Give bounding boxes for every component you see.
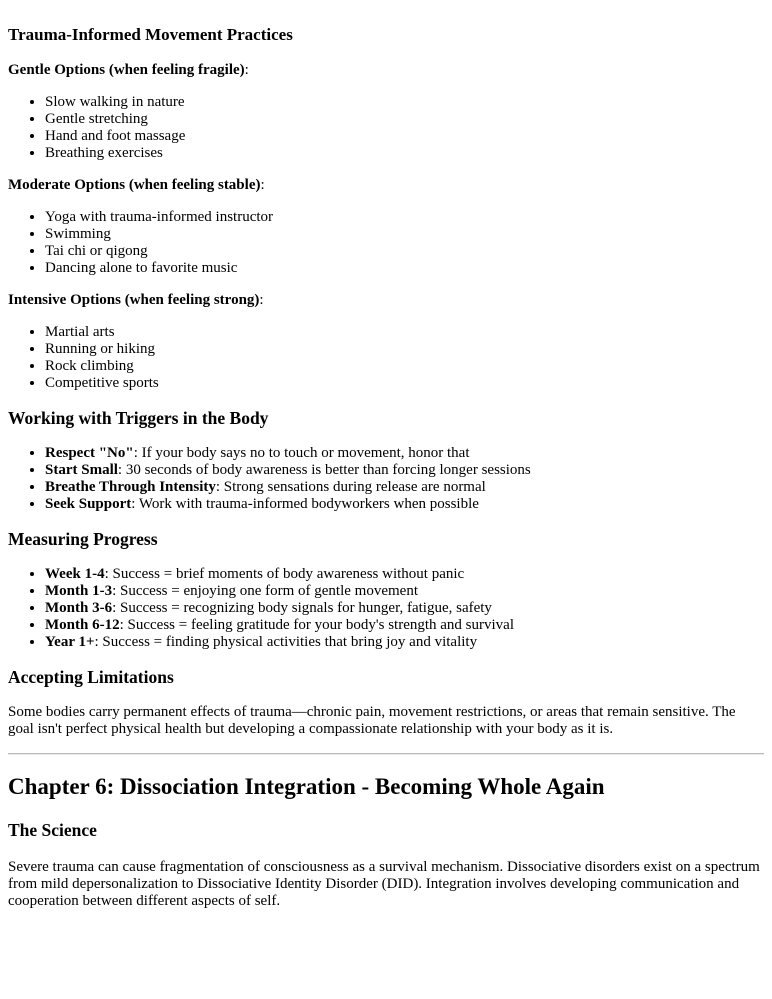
intensive-options-term: Intensive Options (when feeling strong) (8, 292, 260, 308)
science-paragraph: Severe trauma can cause fragmentation of consciousness as a survival mechanism. Dissociative disorders exist on a spectrum from mild depersonalization to Dissociative Identity Disorder (DID). Integration involves developing communication and cooperation between different aspects of self. (8, 859, 760, 909)
moderate-options-list (8, 209, 764, 277)
list-item-text: : If your body says no to touch or movement, honor that (133, 445, 470, 461)
list-item: • Tai chi or qigong (45, 243, 764, 260)
movement-heading: Trauma-Informed Movement Practices (8, 25, 293, 44)
list-item: • Rock climbing (45, 358, 764, 375)
intensive-options-list (8, 324, 764, 392)
list-item-term: Month 1-3 (45, 583, 113, 599)
moderate-options-term: Moderate Options (when feeling stable) (8, 177, 261, 193)
list-item: • Swimming (45, 226, 764, 243)
list-item (45, 445, 764, 462)
science-heading: The Science (8, 820, 97, 840)
list-item-text: : Success = brief moments of body awareness without panic (104, 566, 465, 582)
list-item-term: Breathe Through Intensity (45, 479, 216, 495)
list-item (45, 634, 764, 651)
triggers-list (8, 445, 764, 513)
list-item-text: : Success = enjoying one form of gentle movement (112, 583, 418, 599)
list-item-term: Week 1-4 (45, 566, 105, 582)
list-item: • Slow walking in nature (45, 94, 764, 111)
list-item: • Yoga with trauma-informed instructor (45, 209, 764, 226)
list-item-term: Month 6-12 (45, 617, 120, 633)
list-item: • Hand and foot massage (45, 128, 764, 145)
moderate-options-label: Moderate Options (when feeling stable): (8, 177, 265, 193)
list-item: • Competitive sports (45, 375, 764, 392)
intensive-options-label: Intensive Options (when feeling strong): (8, 292, 264, 308)
list-item (45, 566, 764, 583)
section-divider (8, 753, 764, 755)
list-item-text: : Success = finding physical activities that bring joy and vitality (94, 634, 478, 650)
list-item-term: Start Small (45, 462, 118, 478)
progress-heading: Measuring Progress (8, 529, 158, 549)
list-item: • Martial arts (45, 324, 764, 341)
list-item-text: : Work with trauma-informed bodyworkers when possible (131, 496, 479, 512)
limitations-paragraph: Some bodies carry permanent effects of trauma—chronic pain, movement restrictions, or areas that remain sensitive. The goal isn't perfect physical health but developing a compassionate relationship with your body as it is. (8, 704, 736, 737)
list-item: • Gentle stretching (45, 111, 764, 128)
limitations-heading: Accepting Limitations (8, 667, 174, 687)
triggers-heading: Working with Triggers in the Body (8, 408, 269, 428)
list-item-text: : Success = recognizing body signals for hunger, fatigue, safety (112, 600, 492, 616)
list-item-text: : 30 seconds of body awareness is better than forcing longer sessions (117, 462, 531, 478)
chapter-title: Chapter 6: Dissociation Integration - Becoming Whole Again (8, 774, 605, 799)
list-item (45, 479, 764, 496)
progress-list (8, 566, 764, 651)
gentle-options-list (8, 94, 764, 162)
list-item-text: : Success = feeling gratitude for your body's strength and survival (119, 617, 515, 633)
list-item: • Running or hiking (45, 341, 764, 358)
gentle-options-label: Gentle Options (when feeling fragile): (8, 62, 249, 78)
list-item (45, 462, 764, 479)
list-item-term: Year 1+ (45, 634, 95, 650)
list-item (45, 617, 764, 634)
list-item: • Dancing alone to favorite music (45, 260, 764, 277)
list-item-text: : Strong sensations during release are normal (215, 479, 486, 495)
list-item-term: Respect "No" (45, 445, 134, 461)
list-item-term: Month 3-6 (45, 600, 113, 616)
list-item (45, 583, 764, 600)
list-item (45, 600, 764, 617)
list-item: • Breathing exercises (45, 145, 764, 162)
list-item (45, 496, 764, 513)
list-item-term: Seek Support (45, 496, 132, 512)
gentle-options-term: Gentle Options (when feeling fragile) (8, 62, 245, 78)
